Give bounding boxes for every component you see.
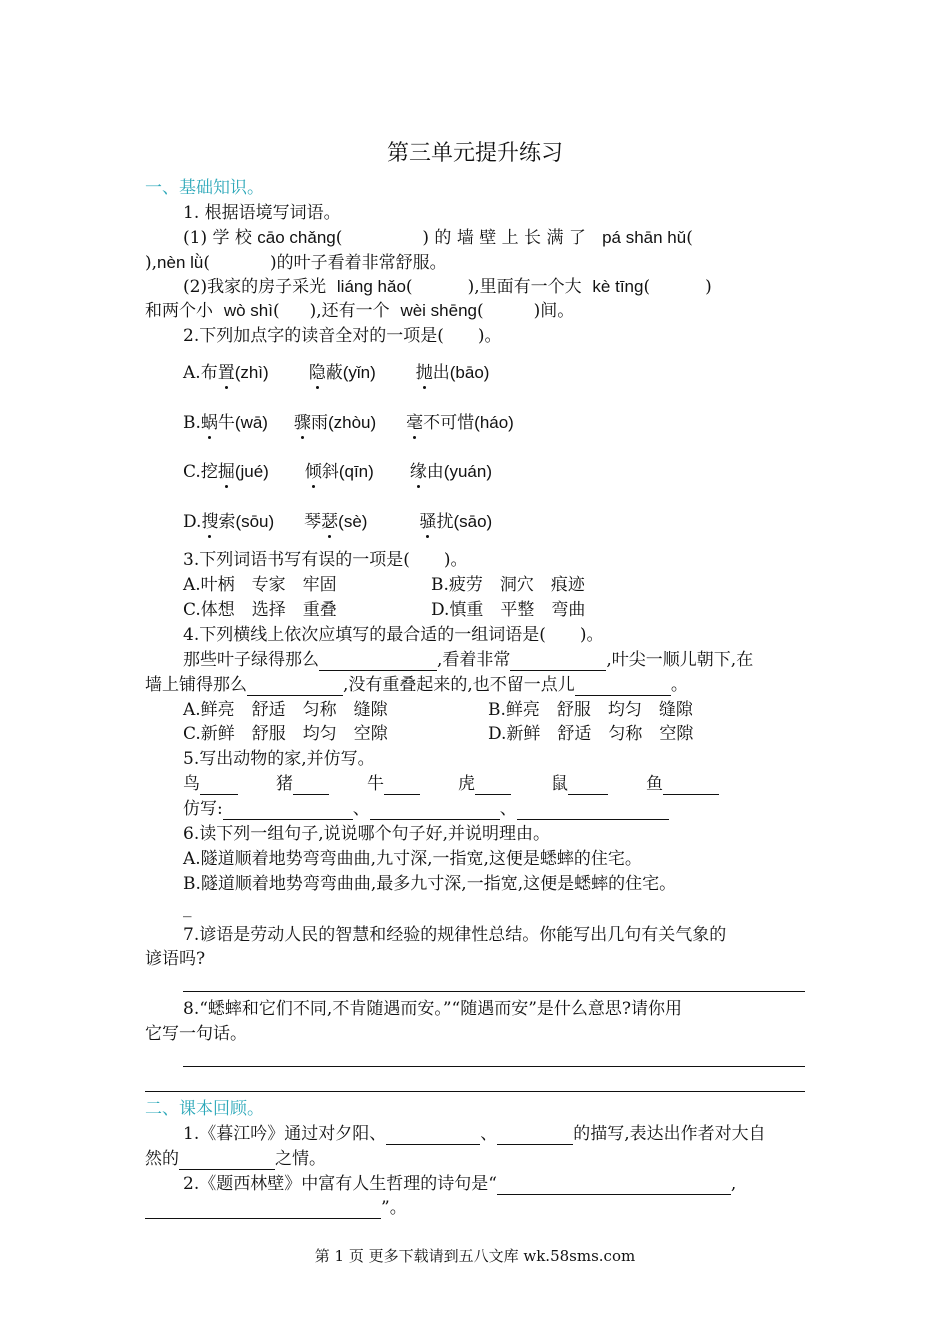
pinyin-reading: (jué) [234,462,269,481]
fill-blank[interactable] [293,776,329,795]
review-text: 2.《题西林壁》中富有人生哲理的诗句是“ [183,1174,497,1194]
q1-s1-paren-open-3: ( [203,253,211,273]
pinyin-reading: (yǐn) [342,363,376,382]
q3-option-b: B.疲劳 洞穴 痕迹 [431,575,585,595]
dotted-char: 倾 [304,462,322,482]
word-part: 扰 [436,512,454,532]
q2-option-c [183,461,492,483]
q3-option-d: D.慎重 平整 弯曲 [431,600,586,620]
word-part: 索 [218,512,236,532]
dotted-char: 瑟 [321,512,339,532]
q1-sentence-1 [183,227,693,249]
fill-blank[interactable] [370,801,500,820]
q5-imitate-row [183,798,669,820]
passage-text: 墙上铺得那么 [145,675,247,695]
q2-option-b [183,412,514,434]
dotted-char: 隐 [308,363,326,383]
animal-label: 虎 [458,774,475,794]
pinyin-reading: (zhì) [234,363,269,382]
s2-q1-line2 [145,1148,326,1170]
q8-answer-line-2[interactable] [145,1091,805,1092]
q1-sentence-2-cont [145,300,574,322]
pinyin-reading: (sāo) [453,512,493,531]
separator: , [730,1174,737,1194]
word-part: 布 [200,363,218,383]
passage-text: ,没有重叠起来的,也不留一点儿 [343,675,575,695]
q7-line1: 7.谚语是劳动人民的智慧和经验的规律性总结。你能写出几句有关气象的 [183,925,727,945]
q4-passage-line1 [183,649,753,671]
q4-stem: 4.下列横线上依次应填写的最合适的一组词语是( )。 [183,625,604,645]
word-part: 琴 [304,512,322,532]
q1-s1-paren-close: ), [145,253,158,273]
q6-answer-mark: _ [183,898,192,918]
s2-q1-line1 [183,1123,766,1145]
option-label: C. [183,462,201,482]
word-part: 斜 [321,462,339,482]
q1-s2-paren-close-2: ) [705,277,712,297]
q7-line2: 谚语吗? [145,949,206,969]
s2-q2-line1 [183,1173,736,1195]
q2-option-a [183,362,489,384]
word-part: 由 [426,462,444,482]
pinyin-reading: (wā) [234,413,268,432]
q7-answer-line[interactable] [183,991,805,992]
pinyin-weisheng: wèi shēng [400,301,478,320]
q8-answer-line-1[interactable] [183,1066,805,1067]
dotted-char: 蜗 [200,413,218,433]
q1-s2-paren-open-2: ( [643,277,651,297]
section-heading-basics: 一、基础知识。 [145,178,264,198]
review-text: 的描写,表达出作者对大自 [573,1124,766,1144]
pinyin-reading: (sōu) [235,512,275,531]
pinyin-pashanhu: pá shān hǔ [602,228,687,247]
fill-blank[interactable] [319,652,437,671]
q1-s1-text-c: ) 的 墙 壁 上 长 满 了 [422,228,586,248]
dotted-char: 骚 [419,512,437,532]
word-part: 蔽 [325,363,343,383]
q4-passage-line2 [145,674,688,696]
section-heading-review: 二、课本回顾。 [145,1099,264,1119]
word-part: 不可惜 [423,413,475,433]
q1-s2-paren-open: ( [405,277,413,297]
word-part: 牛 [217,413,235,433]
pinyin-reading: (yuán) [443,462,492,481]
q1-s2-text-a: (2)我家的房子采光 [183,277,327,297]
q6-option-b: B.隧道顺着地势弯弯曲曲,最多九寸深,一指宽,这便是蟋蟀的住宅。 [183,874,677,894]
pinyin-reading: (háo) [474,413,514,432]
dotted-char: 掘 [217,462,235,482]
separator: 、 [480,1124,498,1144]
dotted-char: 搜 [201,512,219,532]
animal-label: 牛 [367,774,384,794]
q4-option-b: B.鲜亮 舒服 均匀 缝隙 [488,700,693,720]
fill-blank[interactable] [223,801,353,820]
q3-option-c: C.体想 选择 重叠 [183,600,337,620]
fill-blank[interactable] [247,677,343,696]
separator: 、 [499,799,517,819]
q3-stem: 3.下列词语书写有误的一项是( )。 [183,550,468,570]
fill-blank[interactable] [145,1200,381,1219]
fill-blank[interactable] [497,1126,573,1145]
q3-option-a: A.叶柄 专家 牢固 [183,575,337,595]
review-text: 之情。 [275,1149,326,1169]
pinyin-keting: kè tīng [592,277,644,296]
dotted-char: 抛 [415,363,433,383]
pinyin-reading: (sè) [338,512,368,531]
q1-s1-paren-open-2: ( [686,228,693,248]
dotted-char: 缘 [409,462,427,482]
q8-line1: 8.“蟋蟀和它们不同,不肯随遇而安。”“随遇而安”是什么意思?请你用 [183,999,683,1019]
fill-blank[interactable] [386,1126,480,1145]
q6-option-a: A.隧道顺着地势弯弯曲曲,九寸深,一指宽,这便是蟋蟀的住宅。 [183,849,642,869]
review-text: ”。 [381,1198,407,1218]
q4-option-c: C.新鲜 舒服 均匀 空隙 [183,724,388,744]
pinyin-nenlv: nèn lǜ [157,253,204,272]
q2-stem: 2.下列加点字的读音全对的一项是( )。 [183,326,502,346]
q5-stem: 5.写出动物的家,并仿写。 [183,749,375,769]
passage-text: 。 [670,675,688,695]
dotted-char: 骤 [293,413,311,433]
word-part: 雨 [310,413,328,433]
q6-stem: 6.读下列一组句子,说说哪个句子好,并说明理由。 [183,824,551,844]
q1-s1-text-g: )的叶子看着非常舒服。 [270,253,447,273]
q1-stem: 1. 根据语境写词语。 [183,203,341,223]
fill-blank[interactable] [568,776,608,795]
q1-s1-text-a: (1) 学 校 [183,228,252,248]
page-title: 第三单元提升练习 [386,141,563,166]
fill-blank[interactable] [179,1151,275,1170]
dotted-char: 置 [217,363,235,383]
word-part: 出 [432,363,450,383]
q1-s2-text-c: ),里面有一个大 [467,277,582,297]
fill-blank[interactable] [517,801,669,820]
q4-option-a: A.鲜亮 舒适 匀称 缝隙 [183,700,388,720]
passage-text: ,叶尖一顺儿朝下,在 [606,650,754,670]
word-part: 挖 [200,462,218,482]
q4-option-d: D.新鲜 舒适 匀称 空隙 [488,724,694,744]
pinyin-reading: (bāo) [449,363,490,382]
q1-s2-paren-open-4: ( [477,301,484,321]
q1-s1-paren-open: ( [335,228,343,248]
q8-line2: 它写一句话。 [145,1024,247,1044]
fill-blank[interactable] [510,652,606,671]
passage-text: 那些叶子绿得那么 [183,650,319,670]
q1-s2-text-j: )间。 [533,301,575,321]
q1-sentence-1-cont [145,252,447,274]
pinyin-woshi: wò shì [223,301,273,320]
pinyin-lianghao: liáng hǎo [336,277,406,296]
pinyin-reading: (zhòu) [327,413,377,432]
option-label: D. [183,512,202,532]
dotted-char: 毫 [406,413,424,433]
fill-blank[interactable] [575,677,671,696]
animal-label: 鱼 [646,774,663,794]
option-label: B. [183,413,201,433]
q1-s2-paren-open-3: ( [272,301,280,321]
review-text: 然的 [145,1149,179,1169]
q1-s2-text-f: 和两个小 [145,301,213,321]
fill-blank[interactable] [497,1176,731,1195]
pinyin-reading: (qīn) [338,462,374,481]
separator: 、 [352,799,370,819]
imitate-label: 仿写: [183,799,223,819]
animal-label: 鸟 [183,774,200,794]
q1-sentence-2 [183,276,712,298]
page-footer: 第 1 页 更多下载请到五八文库 wk.58sms.com [314,1247,636,1265]
q1-s2-text-h: ),还有一个 [309,301,390,321]
q2-option-d [183,511,492,533]
s2-q2-line2 [145,1197,407,1219]
q5-animal-row [183,773,719,795]
passage-text: ,看着非常 [437,650,511,670]
review-text: 1.《暮江吟》通过对夕阳、 [183,1124,387,1144]
pinyin-caochang: cāo chǎng [257,228,336,247]
fill-blank[interactable] [663,776,719,795]
animal-label: 猪 [276,774,293,794]
fill-blank[interactable] [384,776,420,795]
option-label: A. [183,363,201,383]
fill-blank[interactable] [475,776,511,795]
animal-label: 鼠 [551,774,568,794]
fill-blank[interactable] [200,776,238,795]
